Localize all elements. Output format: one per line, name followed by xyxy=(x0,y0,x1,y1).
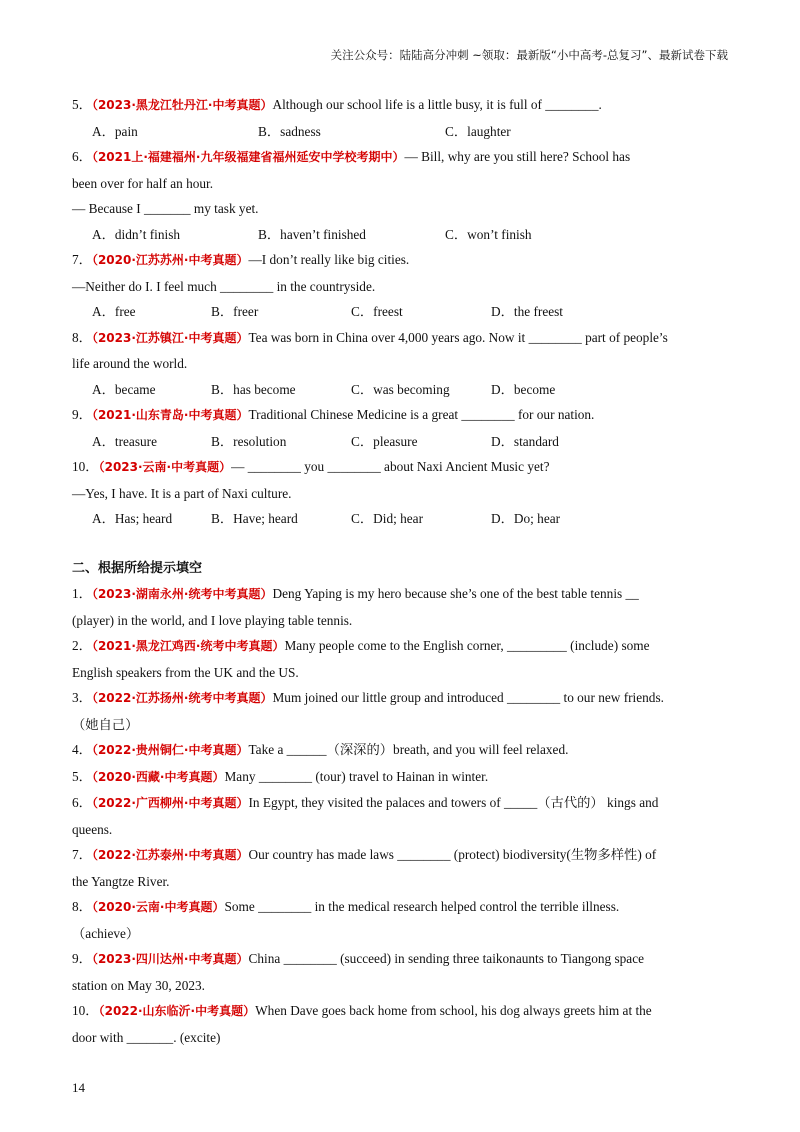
fill-in-section xyxy=(72,581,732,1050)
question-text: Many people come to the English corner, _________ (include) some xyxy=(284,638,650,653)
question xyxy=(72,454,732,506)
answer-option: C．freest xyxy=(351,304,403,319)
question-text: —Neither do I. I feel much ________ in the countryside. xyxy=(72,278,376,294)
section-title: 二、根据所给提示填空 xyxy=(72,560,203,576)
question-text: Take a ______（深深的）breath, and you will feel relaxed. xyxy=(248,742,569,757)
question xyxy=(72,92,732,119)
question-source: （2022·山东临沂·中考真题） xyxy=(98,1004,256,1018)
question-text: Our country has made laws ________ (protect) biodiversity(生物多样性) of xyxy=(248,847,657,862)
question-text: English speakers from the UK and the US. xyxy=(72,664,299,680)
question-text: station on May 30, 2023. xyxy=(72,977,205,993)
question-line xyxy=(72,454,732,481)
answer-option: C．was becoming xyxy=(351,381,450,397)
question-line xyxy=(72,973,732,999)
page-number: 14 xyxy=(72,1080,85,1095)
answer-option: A．treasure xyxy=(92,433,157,449)
answer-option: B．resolution xyxy=(211,433,287,449)
question xyxy=(72,402,732,429)
question-number: 4． xyxy=(72,742,92,757)
page-header: 关注公众号：陆陆高分冲刺 ~领取：最新版“小中高考-总复习”、最新试卷下载 xyxy=(330,48,728,62)
question xyxy=(72,998,732,1050)
question-text: door with _______. (excite) xyxy=(72,1029,221,1045)
question-line xyxy=(72,481,732,507)
question-source: （2023·湖南永州·统考中考真题） xyxy=(91,587,273,601)
question xyxy=(72,737,732,764)
question-text: — Bill, why are you still here? School has xyxy=(404,149,631,164)
question-source: （2022·贵州铜仁·中考真题） xyxy=(91,743,249,757)
question-source: （2023·云南·中考真题） xyxy=(98,460,232,474)
answer-option: B．has become xyxy=(211,381,296,397)
question-source: （2023·黑龙江牡丹江·中考真题） xyxy=(91,98,273,112)
question-text: —Yes, I have. It is a part of Naxi culture. xyxy=(72,485,292,501)
answer-options xyxy=(72,222,732,248)
question-text: China ________ (succeed) in sending three taikonaunts to Tiangong space xyxy=(248,951,644,966)
question xyxy=(72,894,732,946)
question-number: 8． xyxy=(72,329,92,345)
answer-option: A．Has; heard xyxy=(92,511,173,526)
question-source: （2022·广西柳州·中考真题） xyxy=(91,796,249,810)
question-text: — ________ you ________ about Naxi Ancient Music yet? xyxy=(231,459,550,474)
question-text: the Yangtze River. xyxy=(72,873,170,889)
question-text: life around the world. xyxy=(72,356,188,371)
question-line xyxy=(72,351,732,377)
question-line xyxy=(72,144,732,171)
question-number: 6． xyxy=(72,795,92,810)
question-line xyxy=(72,685,732,712)
question-text: Traditional Chinese Medicine is a great ________ for our nation. xyxy=(248,407,595,422)
question xyxy=(72,325,732,377)
question xyxy=(72,633,732,685)
question-number: 7． xyxy=(72,847,92,862)
answer-option: D．become xyxy=(491,381,556,397)
question-number: 1． xyxy=(72,586,92,601)
answer-options xyxy=(72,299,732,325)
question-line xyxy=(72,660,732,686)
question-text: Tea was born in China over 4,000 years ago. Now it ________ part of people’s xyxy=(248,329,668,345)
question-line xyxy=(72,946,732,973)
question-number: 3． xyxy=(72,690,92,705)
question-number: 5． xyxy=(72,768,92,784)
question-line xyxy=(72,921,732,947)
answer-option: B．Have; heard xyxy=(211,511,298,526)
question-line xyxy=(72,737,732,764)
question-line xyxy=(72,92,732,119)
answer-options xyxy=(72,429,732,455)
answer-option: A．didn’t finish xyxy=(92,226,181,242)
question-text: Mum joined our little group and introduced ________ to our new friends. xyxy=(272,690,664,705)
question-number: 2． xyxy=(72,638,92,653)
question xyxy=(72,842,732,894)
question-line xyxy=(72,998,732,1025)
question-text: （achieve） xyxy=(72,925,140,941)
answer-options xyxy=(72,506,732,532)
answer-option: C．laughter xyxy=(445,123,511,139)
answer-options xyxy=(72,377,732,403)
answer-option: B．sadness xyxy=(258,123,321,139)
question-line xyxy=(72,171,732,197)
answer-option: A．pain xyxy=(92,123,138,139)
answer-option: C．won’t finish xyxy=(445,226,532,242)
question-line xyxy=(72,712,732,738)
question-number: 10． xyxy=(72,1003,99,1018)
question-source: （2022·江苏扬州·统考中考真题） xyxy=(91,691,273,705)
answer-option: D．the freest xyxy=(491,304,563,319)
multiple-choice-section xyxy=(72,92,732,532)
question-line xyxy=(72,790,732,817)
question-line xyxy=(72,633,732,660)
question-text: Although our school life is a little busy, it is full of ________. xyxy=(272,97,602,112)
question-text: (player) in the world, and I love playing table tennis. xyxy=(72,612,353,628)
question-number: 9． xyxy=(72,407,92,422)
question-text: Some ________ in the medical research helped control the terrible illness. xyxy=(224,899,620,914)
answer-options xyxy=(72,119,732,145)
question-line xyxy=(72,894,732,921)
question-text: （她自己） xyxy=(72,716,139,732)
question-line xyxy=(72,247,732,274)
question-line xyxy=(72,1025,732,1051)
question-line xyxy=(72,325,732,352)
question-line xyxy=(72,608,732,634)
question-line xyxy=(72,764,732,791)
question-source: （2020·江苏苏州·中考真题） xyxy=(91,253,249,267)
question-line xyxy=(72,581,732,608)
question-number: 10． xyxy=(72,459,99,474)
question xyxy=(72,581,732,633)
question-line xyxy=(72,402,732,429)
question-line xyxy=(72,817,732,843)
question-text: — Because I _______ my task yet. xyxy=(72,201,259,216)
question-text: been over for half an hour. xyxy=(72,175,214,191)
question-text: When Dave goes back home from school, his dog always greets him at the xyxy=(255,1003,652,1018)
question xyxy=(72,946,732,998)
question-line xyxy=(72,196,732,222)
question xyxy=(72,764,732,791)
question-text: —I don’t really like big cities. xyxy=(248,252,410,267)
question-number: 8． xyxy=(72,899,92,914)
question-source: （2020·西藏·中考真题） xyxy=(91,769,225,784)
question-number: 5． xyxy=(72,97,92,112)
question-line xyxy=(72,869,732,895)
question-source: （2021上·福建福州·九年级福建省福州延安中学校考期中） xyxy=(91,150,405,164)
question xyxy=(72,247,732,299)
question xyxy=(72,790,732,842)
question-text: Many ________ (tour) travel to Hainan in winter. xyxy=(224,768,489,784)
answer-option: D．standard xyxy=(491,433,559,449)
question-number: 9． xyxy=(72,951,92,966)
question-number: 6． xyxy=(72,149,92,164)
answer-option: B．haven’t finished xyxy=(258,226,366,242)
question-text: In Egypt, they visited the palaces and towers of _____（古代的） kings and xyxy=(248,795,659,810)
answer-option: D．Do; hear xyxy=(491,511,561,526)
question-line xyxy=(72,274,732,300)
question-source: （2020·云南·中考真题） xyxy=(91,900,225,914)
answer-option: C．pleasure xyxy=(351,433,418,449)
question-source: （2023·四川达州·中考真题） xyxy=(91,952,249,966)
question-line xyxy=(72,842,732,869)
answer-option: C．Did; hear xyxy=(351,511,424,526)
question-source: （2021·山东青岛·中考真题） xyxy=(91,408,249,422)
question-source: （2022·江苏泰州·中考真题） xyxy=(91,848,249,862)
answer-option: A．free xyxy=(92,304,136,319)
question-number: 7． xyxy=(72,252,92,267)
question xyxy=(72,685,732,737)
question-source: （2023·江苏镇江·中考真题） xyxy=(91,330,249,345)
question-text: queens. xyxy=(72,821,113,837)
answer-option: A．became xyxy=(92,381,156,397)
page-content xyxy=(72,92,732,1050)
question xyxy=(72,144,732,222)
question-source: （2021·黑龙江鸡西·统考中考真题） xyxy=(91,639,285,653)
answer-option: B．freer xyxy=(211,304,259,319)
question-text: Deng Yaping is my hero because she’s one of the best table tennis __ xyxy=(272,586,639,601)
